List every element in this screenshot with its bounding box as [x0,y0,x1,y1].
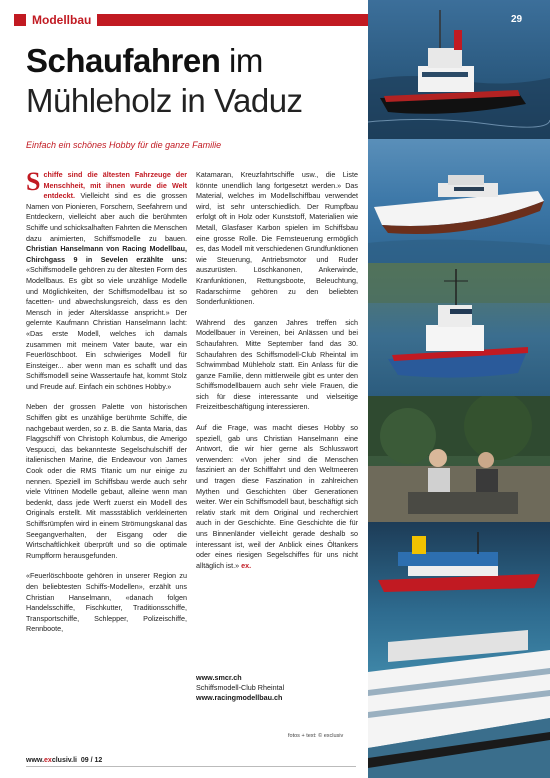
section-label: Modellbau [26,12,97,28]
paragraph-2: «Schiffsmodelle gehören zu der ältesten Form des Modellbaus. Es gibt so viele unzählige Modelle und Möglichkeiten, der Schiffsmodellbau ist so facetten- und abwechslungsreich, dass es den Mensch in jeder Altersklasse anspricht.» Der gelernte Kaufmann Christian Hanselmann lacht: «Das erste Modell, welches ich damals zusammen mit meinem Vater baute, war ein Feuerlöschboot. Ein schwieriges Modell für Einsteiger... aber wenn man es schafft und das Schiffsmodell seine Wassertaufe hat, kommt Stolz und Freude auf. Einfach ein schönes Hobby.» [26,265,187,391]
intro-lead: chiffe sind die ältesten Fahrzeuge der Menschheit, mit ihnen wurde die Welt entdeckt. [43,170,187,201]
footer-issue: 09 / 12 [80,757,103,764]
photo-motor-yacht [368,139,550,263]
footer-site-prefix: www. [26,757,45,764]
paragraph-6: Während des ganzen Jahres treffen sich Modellbauer in Vereinen, bei Anlässen und bei Schaufahren. Mitte September fand das 30. Schaufahren des Schiffsmodell-Club Rheintal im Schwimmbad Mühleholz statt. Ein Anlass für die ganze Familie, denn mittlerweile gibt es unter den Schiffsmodellbauern auch sehr viele Frauen, die sich für diese interessante und vielseitige Freizeitbeschäftigung interessieren. [196,317,358,412]
link-smcr[interactable]: www.smcr.ch [196,673,242,682]
footer-divider [26,766,356,767]
paragraph-intro [26,167,187,392]
link-smcr-label: Schiffsmodell-Club Rheintal [196,683,285,692]
page-number: 29 [511,14,523,25]
subtitle: Einfach ein schönes Hobby für die ganze Familie [26,140,222,150]
article-column-2 [196,170,358,581]
paragraph-4: «Feuerlöschboote gehören in unserer Region zu den beliebtesten Schiffs-Modellen», erzählt uns Christian Hanselmann, «danach folgen Handelsschiffe, Fischkutter, Traditionsschiffe, Transportschiffe, Schlepper, Polizeischiffe, Rennboote, [26,571,187,634]
headline-line-1 [26,42,263,80]
headline-line-2: Mühleholz in Vaduz [26,82,303,119]
links-block [196,673,358,703]
photo-spectators [368,396,550,522]
paragraph-5: Katamaran, Kreuzfahrtschiffe usw., die Liste könnte unendlich lang fortgesetzt werden.» Das Material, welches im Modellschiffbau verwendet wird, ist sehr unterschiedlich. Der Rumpfbau erfolgt oft in Holz oder Kunststoff, Materialien wie Metall, Glasfaser Karbon spielen im Schiffsbau eine grosse Rolle. Die Fernsteuerung ermöglich es, das Modell mit verschiedenen Grundfunktionen wie Steuerung, Antriebsmotor und Ruder auszurüsten. Löschkanonen, Ankerwinde, Kranfunktionen, Rettungsboote, Beleuchtung, Radarschirme gehören zu den beliebten Sonderfunktionen. [196,170,358,307]
paragraph-3: Neben der grossen Palette von historischen Schiffen gibt es unzählige berühmte Schiffe, die nachgebaut werden, so z. B. die Santa Maria, das Flaggschiff von Christoph Kolumbus, die Amerigo Vespucci, das bekannteste Segelschulschiff der italienischen Marine, die Endeavour von James Cook oder die RMS Titanic um nur einige zu nennen. Speziell im Schiffsbau werde auch sehr viele Vitrinen Modelle gebaut, alleine wenn man bedenkt, dass jede Werft zuerst ein Modell des Originals erstellt. Mit massstäblich verkleinerten Schiffsrümpfen wird in einem Strömungskanal das Seegangverhalten, der Eisgang oder die Wirtschaftlichkeit überprüft und so die optimale Rumpfform herausgefunden. [26,402,187,560]
photo-credit: fotos + text: © exclusiv [288,733,344,739]
footer [26,757,102,764]
photo-tug-boat [368,263,550,396]
link-racingmodellbau[interactable]: www.racingmodellbau.ch [196,693,283,702]
headline-light: im [220,42,263,79]
photo-ferry [368,522,550,778]
dropcap: S [26,167,41,196]
article-column-1 [26,167,187,645]
paragraph-2-lead: Christian Hanselmann von Racing Modellbau, Chirchgass 9 in Sevelen erzählte uns: [26,244,187,264]
end-mark: ex. [241,560,252,570]
paragraph-7-text: Auf die Frage, was macht dieses Hobby so speziell, gab uns Christian Hanselmann eine Antwort, die wir hier gerne als Schlusswort verwenden: «Von jeher sind die Menschen fasziniert an der Schifffahrt und den Weltmeeren und tragen diese Faszination in zahlreichen Mythen und Geschichten über Generationen weiter. Wer ein Schiffsmodell baut, beschäftigt sich relativ stark mit dem Original und recherchiert auch in der Geschichte. Eine Geschichte die für uns Binnenländer vielleicht gerade deshalb so interessant ist, weil der Anblick eines Öltankers oder eines riesigen Segelschiffes für uns nicht alltäglich ist.» [196,423,358,570]
headline-bold: Schaufahren [26,42,221,79]
paragraph-7 [196,423,358,571]
footer-site-ex: ex [44,757,52,764]
footer-site-rest: clusiv.li [51,757,77,764]
paragraph-1: Vielleicht sind es die grossen Namen von Pionieren, Forschern, Seefahrern und Entdeckern, vielleicht aber auch die berühmten Schiffe und schicksalhaften Fahrten die Menschen dazu animierten, Schiffsmodelle zu bauen. [26,191,187,243]
photo-fireboat [368,0,550,139]
